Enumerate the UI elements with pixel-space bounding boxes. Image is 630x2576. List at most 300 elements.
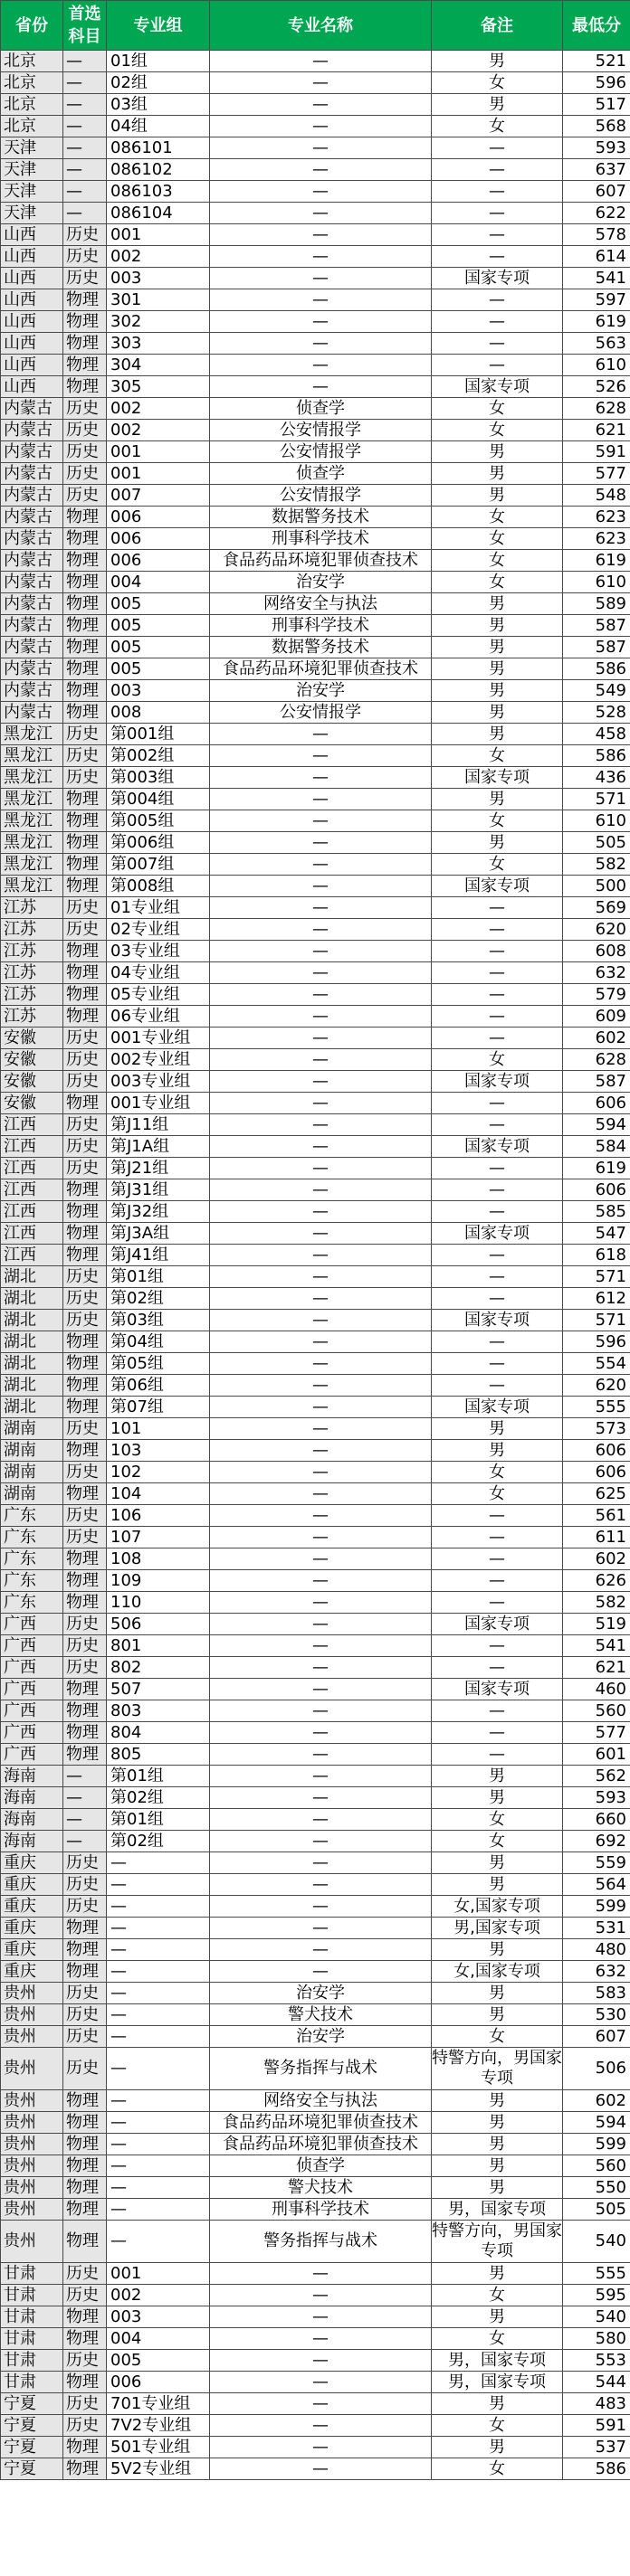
- cell-province: 内蒙古: [1, 615, 63, 637]
- cell-province: 黑龙江: [1, 854, 63, 876]
- cell-subject: 物理: [63, 333, 107, 355]
- header-major: 专业名称: [210, 1, 432, 51]
- cell-group: 第02组: [107, 1787, 210, 1809]
- cell-province: 天津: [1, 181, 63, 203]
- cell-min-score: 587: [563, 637, 630, 658]
- cell-province: 黑龙江: [1, 810, 63, 832]
- cell-min-score: 623: [563, 507, 630, 528]
- table-row: [1, 1179, 630, 1201]
- cell-group: —: [107, 2026, 210, 2048]
- cell-subject: 物理: [63, 311, 107, 333]
- cell-min-score: 460: [563, 1679, 630, 1700]
- cell-group: 第07组: [107, 1397, 210, 1418]
- cell-group: 06专业组: [107, 1006, 210, 1028]
- cell-min-score: 582: [563, 1592, 630, 1614]
- cell-subject: 历史: [63, 2393, 107, 2415]
- cell-group: 804: [107, 1722, 210, 1744]
- cell-province: 天津: [1, 137, 63, 159]
- cell-min-score: 607: [563, 2026, 630, 2048]
- cell-min-score: 480: [563, 1939, 630, 1961]
- table-row: [1, 1028, 630, 1049]
- cell-group: 第02组: [107, 1831, 210, 1852]
- cell-note: —: [432, 203, 563, 224]
- cell-note: 男: [432, 51, 563, 72]
- table-row: [1, 1961, 630, 1983]
- cell-subject: 物理: [63, 1700, 107, 1722]
- table-row: [1, 1939, 630, 1961]
- cell-group: 302: [107, 311, 210, 333]
- table-row: [1, 1483, 630, 1505]
- cell-major: —: [210, 1353, 432, 1375]
- cell-major: —: [210, 1049, 432, 1071]
- cell-note: —: [432, 1548, 563, 1570]
- cell-group: 003: [107, 2306, 210, 2328]
- table-row: [1, 680, 630, 702]
- cell-major: 治安学: [210, 572, 432, 593]
- table-row: [1, 789, 630, 810]
- table-row: [1, 1657, 630, 1679]
- cell-province: 湖南: [1, 1483, 63, 1505]
- cell-group: 006: [107, 507, 210, 528]
- cell-group: 第003组: [107, 767, 210, 789]
- table-row: [1, 745, 630, 767]
- cell-note: 女: [432, 2415, 563, 2437]
- cell-major: 侦查学: [210, 398, 432, 420]
- cell-province: 天津: [1, 203, 63, 224]
- cell-min-score: 571: [563, 789, 630, 810]
- table-row: [1, 984, 630, 1006]
- cell-group: 第J31组: [107, 1179, 210, 1201]
- table-row: [1, 1679, 630, 1700]
- cell-subject: 物理: [63, 2372, 107, 2393]
- cell-major: —: [210, 1722, 432, 1744]
- cell-major: —: [210, 1483, 432, 1505]
- cell-min-score: 571: [563, 1266, 630, 1288]
- cell-province: 江西: [1, 1245, 63, 1266]
- cell-major: 网络安全与执法: [210, 2090, 432, 2112]
- cell-major: —: [210, 2458, 432, 2480]
- cell-province: 山西: [1, 355, 63, 376]
- cell-subject: —: [63, 94, 107, 116]
- cell-group: 第J1A组: [107, 1136, 210, 1158]
- cell-province: 贵州: [1, 1983, 63, 2004]
- cell-subject: 历史: [63, 2263, 107, 2285]
- cell-group: 001专业组: [107, 1093, 210, 1114]
- cell-subject: 物理: [63, 1918, 107, 1939]
- cell-major: —: [210, 1028, 432, 1049]
- cell-subject: 物理: [63, 572, 107, 593]
- header-group: 专业组: [107, 1, 210, 51]
- cell-province: 重庆: [1, 1918, 63, 1939]
- cell-province: 贵州: [1, 2112, 63, 2134]
- cell-subject: —: [63, 72, 107, 94]
- cell-note: 女: [432, 810, 563, 832]
- cell-province: 安徽: [1, 1028, 63, 1049]
- cell-note: 国家专项: [432, 1223, 563, 1245]
- cell-province: 重庆: [1, 1852, 63, 1874]
- cell-min-score: 595: [563, 2285, 630, 2306]
- cell-min-score: 606: [563, 1093, 630, 1114]
- cell-note: 女: [432, 398, 563, 420]
- cell-province: 重庆: [1, 1896, 63, 1918]
- cell-min-score: 619: [563, 550, 630, 572]
- cell-group: 805: [107, 1744, 210, 1766]
- cell-group: 002: [107, 420, 210, 441]
- cell-min-score: 548: [563, 485, 630, 507]
- cell-group: 第01组: [107, 1809, 210, 1831]
- cell-subject: 历史: [63, 919, 107, 941]
- cell-subject: —: [63, 203, 107, 224]
- cell-major: —: [210, 1114, 432, 1136]
- cell-subject: 物理: [63, 2458, 107, 2480]
- cell-note: 国家专项: [432, 1679, 563, 1700]
- table-row: [1, 311, 630, 333]
- cell-province: 贵州: [1, 2090, 63, 2112]
- cell-note: 女: [432, 550, 563, 572]
- table-row: [1, 1353, 630, 1375]
- cell-group: 304: [107, 355, 210, 376]
- cell-province: 内蒙古: [1, 658, 63, 680]
- table-row: [1, 2285, 630, 2306]
- cell-group: 102: [107, 1462, 210, 1483]
- cell-note: 男: [432, 2177, 563, 2199]
- table-row: [1, 463, 630, 485]
- cell-group: 507: [107, 1679, 210, 1700]
- cell-note: —: [432, 1744, 563, 1766]
- cell-major: —: [210, 2263, 432, 2285]
- cell-note: 国家专项: [432, 268, 563, 289]
- cell-note: —: [432, 1527, 563, 1548]
- cell-subject: 历史: [63, 224, 107, 246]
- cell-group: —: [107, 2048, 210, 2090]
- cell-province: 广东: [1, 1592, 63, 1614]
- cell-province: 内蒙古: [1, 680, 63, 702]
- cell-subject: 历史: [63, 1158, 107, 1179]
- cell-province: 北京: [1, 116, 63, 137]
- table-row: [1, 1049, 630, 1071]
- table-row: [1, 1787, 630, 1809]
- cell-group: 008: [107, 702, 210, 724]
- cell-major: —: [210, 1505, 432, 1527]
- cell-province: 海南: [1, 1766, 63, 1787]
- cell-min-score: 623: [563, 528, 630, 550]
- cell-min-score: 610: [563, 572, 630, 593]
- cell-note: 男: [432, 94, 563, 116]
- cell-major: —: [210, 1093, 432, 1114]
- cell-group: 005: [107, 658, 210, 680]
- cell-note: —: [432, 1201, 563, 1223]
- cell-subject: 物理: [63, 876, 107, 897]
- cell-province: 江苏: [1, 962, 63, 984]
- cell-note: 男: [432, 680, 563, 702]
- cell-subject: 历史: [63, 1266, 107, 1288]
- cell-subject: 历史: [63, 1114, 107, 1136]
- table-row: [1, 1722, 630, 1744]
- cell-group: —: [107, 2177, 210, 2199]
- cell-subject: 物理: [63, 376, 107, 398]
- cell-min-score: 560: [563, 1700, 630, 1722]
- cell-group: 03专业组: [107, 941, 210, 962]
- cell-note: —: [432, 289, 563, 311]
- cell-subject: 历史: [63, 1462, 107, 1483]
- cell-group: 303: [107, 333, 210, 355]
- cell-major: —: [210, 224, 432, 246]
- cell-group: —: [107, 2134, 210, 2155]
- cell-group: 305: [107, 376, 210, 398]
- cell-province: 宁夏: [1, 2393, 63, 2415]
- cell-group: 7V2专业组: [107, 2415, 210, 2437]
- cell-group: 005: [107, 593, 210, 615]
- cell-province: 山西: [1, 333, 63, 355]
- cell-province: 江西: [1, 1179, 63, 1201]
- cell-group: 004: [107, 2328, 210, 2350]
- cell-major: —: [210, 311, 432, 333]
- cell-group: 第05组: [107, 1353, 210, 1375]
- cell-note: —: [432, 1353, 563, 1375]
- cell-province: 湖南: [1, 1418, 63, 1440]
- cell-group: 701专业组: [107, 2393, 210, 2415]
- cell-subject: 物理: [63, 550, 107, 572]
- cell-note: —: [432, 246, 563, 268]
- cell-province: 湖南: [1, 1462, 63, 1483]
- table-row: [1, 1592, 630, 1614]
- cell-group: 第006组: [107, 832, 210, 854]
- cell-subject: 历史: [63, 2026, 107, 2048]
- table-row: [1, 724, 630, 745]
- cell-subject: 历史: [63, 268, 107, 289]
- cell-major: 警务指挥与战术: [210, 2048, 432, 2090]
- cell-note: 男: [432, 2155, 563, 2177]
- cell-subject: 物理: [63, 2437, 107, 2458]
- cell-note: 男: [432, 1874, 563, 1896]
- cell-major: —: [210, 962, 432, 984]
- cell-min-score: 458: [563, 724, 630, 745]
- table-row: [1, 2350, 630, 2372]
- cell-group: 02专业组: [107, 919, 210, 941]
- table-row: [1, 376, 630, 398]
- cell-subject: 物理: [63, 680, 107, 702]
- table-row: [1, 1201, 630, 1223]
- cell-major: —: [210, 289, 432, 311]
- cell-note: —: [432, 1657, 563, 1679]
- cell-group: 第001组: [107, 724, 210, 745]
- cell-subject: 物理: [63, 1201, 107, 1223]
- table-row: [1, 1766, 630, 1787]
- cell-note: —: [432, 1375, 563, 1397]
- table-row: [1, 507, 630, 528]
- cell-subject: 物理: [63, 1744, 107, 1766]
- table-row: [1, 876, 630, 897]
- cell-major: —: [210, 1223, 432, 1245]
- cell-group: 01专业组: [107, 897, 210, 919]
- cell-note: 男: [432, 2263, 563, 2285]
- cell-min-score: 608: [563, 941, 630, 962]
- cell-province: 北京: [1, 51, 63, 72]
- cell-note: 女: [432, 528, 563, 550]
- cell-major: —: [210, 137, 432, 159]
- cell-min-score: 561: [563, 1505, 630, 1527]
- cell-subject: 历史: [63, 1288, 107, 1310]
- cell-note: 男: [432, 637, 563, 658]
- cell-group: 04专业组: [107, 962, 210, 984]
- cell-subject: 物理: [63, 1093, 107, 1114]
- cell-min-score: 580: [563, 2328, 630, 2350]
- cell-subject: 物理: [63, 832, 107, 854]
- cell-min-score: 660: [563, 1809, 630, 1831]
- cell-min-score: 583: [563, 1983, 630, 2004]
- cell-group: 第03组: [107, 1310, 210, 1331]
- table-row: [1, 2458, 630, 2480]
- cell-note: 男: [432, 2112, 563, 2134]
- cell-min-score: 584: [563, 1136, 630, 1158]
- cell-subject: 物理: [63, 593, 107, 615]
- cell-subject: 物理: [63, 789, 107, 810]
- table-row: [1, 2112, 630, 2134]
- cell-major: —: [210, 1961, 432, 1983]
- cell-note: 女: [432, 2458, 563, 2480]
- header-subject: 首选科目: [63, 1, 107, 51]
- cell-group: 002: [107, 2285, 210, 2306]
- cell-major: 食品药品环境犯罪侦查技术: [210, 2112, 432, 2134]
- cell-group: 002: [107, 246, 210, 268]
- cell-note: 女: [432, 507, 563, 528]
- cell-major: —: [210, 1766, 432, 1787]
- cell-min-score: 555: [563, 2263, 630, 2285]
- cell-min-score: 531: [563, 1918, 630, 1939]
- table-row: [1, 919, 630, 941]
- cell-major: 公安情报学: [210, 485, 432, 507]
- cell-group: 第007组: [107, 854, 210, 876]
- cell-note: 男: [432, 1766, 563, 1787]
- cell-min-score: 596: [563, 1331, 630, 1353]
- cell-major: —: [210, 2285, 432, 2306]
- table-row: [1, 2134, 630, 2155]
- cell-subject: 历史: [63, 2415, 107, 2437]
- cell-province: 山西: [1, 268, 63, 289]
- table-row: [1, 441, 630, 463]
- table-row: [1, 897, 630, 919]
- cell-province: 山西: [1, 224, 63, 246]
- cell-note: 国家专项: [432, 1397, 563, 1418]
- cell-subject: 历史: [63, 246, 107, 268]
- cell-note: —: [432, 1505, 563, 1527]
- cell-note: 男: [432, 658, 563, 680]
- cell-note: —: [432, 919, 563, 941]
- cell-major: —: [210, 268, 432, 289]
- cell-province: 江西: [1, 1136, 63, 1158]
- cell-min-score: 505: [563, 832, 630, 854]
- cell-note: 男: [432, 1852, 563, 1874]
- cell-note: —: [432, 1028, 563, 1049]
- cell-group: —: [107, 1918, 210, 1939]
- cell-min-score: 521: [563, 51, 630, 72]
- cell-group: —: [107, 1939, 210, 1961]
- cell-group: —: [107, 2221, 210, 2263]
- cell-subject: 历史: [63, 1852, 107, 1874]
- cell-subject: 历史: [63, 398, 107, 420]
- cell-subject: 物理: [63, 2328, 107, 2350]
- cell-min-score: 591: [563, 2415, 630, 2437]
- cell-note: —: [432, 984, 563, 1006]
- cell-note: 男: [432, 441, 563, 463]
- table-row: [1, 72, 630, 94]
- cell-province: 湖北: [1, 1375, 63, 1397]
- cell-subject: 物理: [63, 507, 107, 528]
- cell-subject: —: [63, 1831, 107, 1852]
- cell-min-score: 560: [563, 2155, 630, 2177]
- cell-province: 湖北: [1, 1310, 63, 1331]
- cell-subject: 历史: [63, 441, 107, 463]
- table-row: [1, 2090, 630, 2112]
- cell-province: 重庆: [1, 1939, 63, 1961]
- cell-province: 山西: [1, 246, 63, 268]
- cell-note: —: [432, 1722, 563, 1744]
- cell-min-score: 586: [563, 745, 630, 767]
- cell-major: —: [210, 919, 432, 941]
- cell-major: —: [210, 767, 432, 789]
- cell-major: —: [210, 2437, 432, 2458]
- cell-major: 食品药品环境犯罪侦查技术: [210, 658, 432, 680]
- cell-note: 女: [432, 745, 563, 767]
- cell-group: —: [107, 1874, 210, 1896]
- cell-subject: 历史: [63, 767, 107, 789]
- cell-major: —: [210, 1071, 432, 1093]
- table-row: [1, 1158, 630, 1179]
- cell-major: —: [210, 2306, 432, 2328]
- cell-province: 江苏: [1, 919, 63, 941]
- cell-min-score: 544: [563, 2372, 630, 2393]
- cell-subject: —: [63, 1787, 107, 1809]
- cell-group: —: [107, 1961, 210, 1983]
- table-row: [1, 420, 630, 441]
- table-row: [1, 1983, 630, 2004]
- cell-note: 男: [432, 1939, 563, 1961]
- cell-group: 第06组: [107, 1375, 210, 1397]
- table-row: [1, 767, 630, 789]
- cell-note: —: [432, 1093, 563, 1114]
- cell-min-score: 610: [563, 355, 630, 376]
- cell-province: 内蒙古: [1, 550, 63, 572]
- table-row: [1, 246, 630, 268]
- cell-province: 内蒙古: [1, 528, 63, 550]
- table-row: [1, 2393, 630, 2415]
- cell-major: 刑事科学技术: [210, 528, 432, 550]
- cell-note: 男: [432, 1440, 563, 1462]
- cell-group: 001: [107, 224, 210, 246]
- cell-subject: 物理: [63, 2177, 107, 2199]
- cell-min-score: 607: [563, 181, 630, 203]
- cell-major: 警务指挥与战术: [210, 2221, 432, 2263]
- cell-min-score: 621: [563, 420, 630, 441]
- cell-major: 治安学: [210, 1983, 432, 2004]
- cell-subject: 历史: [63, 1874, 107, 1896]
- cell-min-score: 562: [563, 1766, 630, 1787]
- cell-min-score: 500: [563, 876, 630, 897]
- cell-note: 男,国家专项: [432, 1918, 563, 1939]
- table-row: [1, 658, 630, 680]
- table-row: [1, 2199, 630, 2221]
- cell-group: 003专业组: [107, 1071, 210, 1093]
- cell-subject: 历史: [63, 1136, 107, 1158]
- cell-group: 103: [107, 1440, 210, 1462]
- table-row: [1, 398, 630, 420]
- cell-subject: —: [63, 116, 107, 137]
- cell-province: 贵州: [1, 2221, 63, 2263]
- table-row: [1, 2177, 630, 2199]
- table-body: [1, 51, 630, 2480]
- cell-note: 男: [432, 724, 563, 745]
- cell-province: 贵州: [1, 2155, 63, 2177]
